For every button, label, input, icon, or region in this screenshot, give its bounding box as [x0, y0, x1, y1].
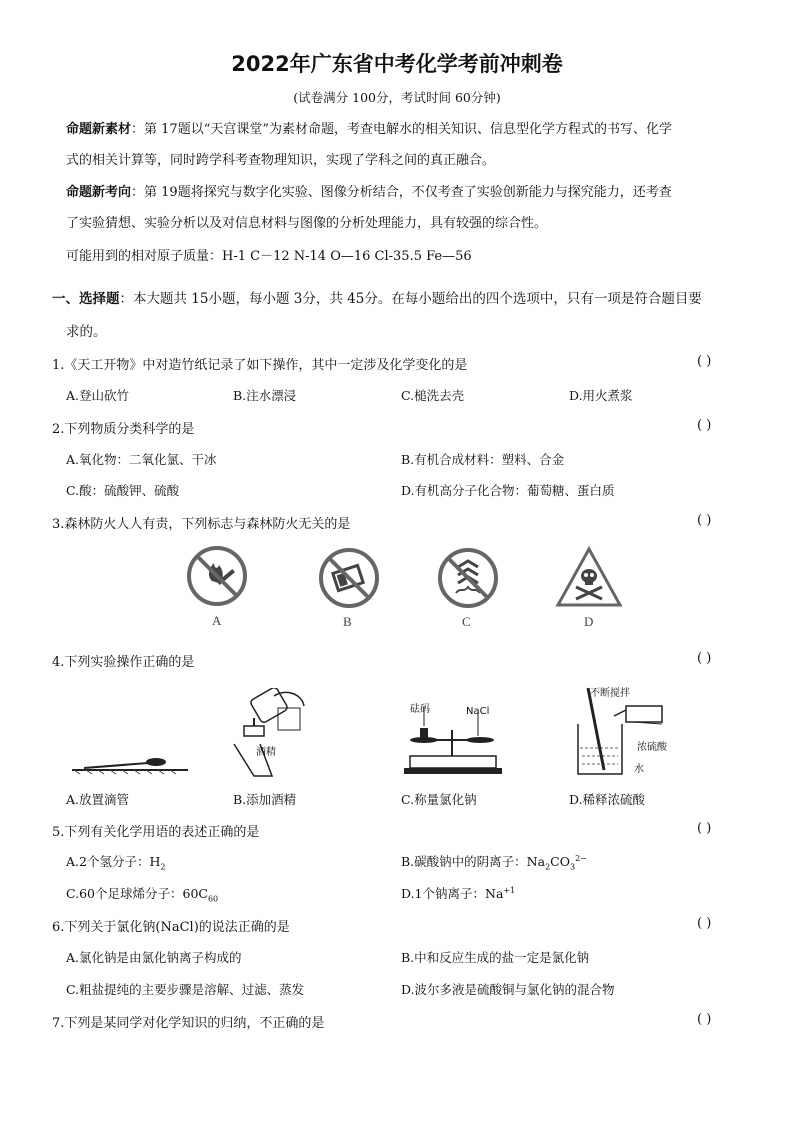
q5-b-text: B.碳酸钠中的阴离子：Na — [401, 854, 546, 869]
section-desc-line2: 求的。 — [66, 324, 107, 340]
q6-option-c: C.粗盐提纯的主要步骤是溶解、过滤、蒸发 — [66, 982, 305, 997]
q5-option-d — [401, 884, 515, 902]
page-title: 2022年广东省中考化学考前冲刺卷 — [231, 52, 563, 76]
section-desc: ：本大题共 15小题，每小题 3分，共 45分。在每小题给出的四个选项中，只有一项是符合题目要 — [119, 291, 702, 307]
q5-b-mid: CO — [550, 854, 570, 869]
exam-info: (试卷满分 100分，考试时间 60分钟) — [293, 90, 501, 105]
q5-b-sub1: 2 — [545, 862, 551, 872]
question-4: 4.下列实验操作正确的是 — [52, 655, 195, 670]
label-acid: 浓硫酸 — [637, 742, 667, 753]
q5-option-c — [66, 884, 218, 904]
answer-paren-4[interactable]: ( ) — [697, 651, 712, 666]
direction-note-line1 — [66, 185, 672, 201]
question-6: 6.下列关于氯化钠(NaCl)的说法正确的是 — [52, 920, 290, 935]
direction-label: 命题新考向 — [66, 185, 132, 200]
q6-option-b: B.中和反应生成的盐一定是氯化钠 — [401, 950, 590, 965]
label-nacl: NaCl — [466, 706, 490, 717]
label-water: 水 — [634, 764, 644, 775]
q5-b-sub2: 3 — [569, 862, 576, 872]
q5-d-text: D.1个钠离子：Na — [401, 886, 504, 901]
section-heading — [52, 287, 702, 307]
label-alcohol: 酒精 — [256, 747, 276, 758]
direction-note-line2: 了实验猜想、实验分析以及对信息材料与图像的分析处理能力，具有较强的综合性。 — [66, 216, 548, 231]
section-title: 一、选择题 — [52, 291, 120, 307]
question-5: 5.下列有关化学用语的表述正确的是 — [52, 825, 260, 840]
answer-paren-6[interactable]: ( ) — [697, 916, 712, 931]
q5-b-sup: 2− — [575, 853, 587, 863]
material-note-line2: 式的相关计算等，同时跨学科考查物理知识，实现了学科之间的真正融合。 — [66, 153, 496, 168]
atomic-mass-line: 可能用到的相对原子质量：H-1 C－12 N-14 O—16 Cl-35.5 Fe—56 — [66, 249, 472, 264]
q4-option-c: C.称量氯化钠 — [401, 792, 477, 807]
question-7: 7.下列是某同学对化学知识的归纳，不正确的是 — [52, 1016, 325, 1031]
q2-option-a: A.氧化物：二氧化氯、干冰 — [66, 452, 217, 467]
question-2: 2.下列物质分类科学的是 — [52, 422, 195, 437]
alcohol-lamp-illustration — [226, 688, 316, 780]
q4-option-d: D.稀释浓硫酸 — [569, 792, 646, 807]
sign-label-a: A — [212, 613, 222, 628]
q5-d-sup: +1 — [503, 885, 516, 895]
q5-a-text: A.2个氢分子：H — [66, 854, 161, 869]
q5-option-b — [401, 852, 587, 872]
q2-option-c: C.酸：硫酸钾、硫酸 — [66, 483, 180, 498]
question-3: 3.森林防火人人有责，下列标志与森林防火无关的是 — [52, 517, 351, 532]
answer-paren-3[interactable]: ( ) — [697, 513, 712, 528]
q5-c-sub: 60 — [207, 894, 219, 904]
toxic-skull-icon — [554, 545, 624, 609]
question-1: 1.《天工开物》中对造竹纸记录了如下操作，其中一定涉及化学变化的是 — [52, 358, 468, 373]
sign-label-c: C — [462, 614, 471, 629]
answer-paren-5[interactable]: ( ) — [697, 821, 712, 836]
material-text: ：第 17题以“天宫课堂”为素材命题，考查电解水的相关知识、信息型化学方程式的书写、化学 — [131, 122, 672, 137]
material-label: 命题新素材 — [66, 122, 132, 137]
q2-option-d: D.有机高分子化合物：葡萄糖、蛋白质 — [401, 483, 615, 498]
answer-paren-1[interactable]: ( ) — [697, 354, 712, 369]
q1-option-b: B.注水漂浸 — [233, 388, 297, 403]
no-fire-icon — [186, 545, 248, 609]
q6-option-a: A.氯化钠是由氯化钠离子构成的 — [66, 950, 242, 965]
dilution-illustration — [572, 686, 682, 778]
q5-a-sub: 2 — [160, 862, 166, 872]
q1-option-a: A.登山砍竹 — [66, 388, 130, 403]
no-matches-icon — [318, 547, 380, 611]
q6-option-d: D.波尔多液是硫酸铜与氯化钠的混合物 — [401, 982, 615, 997]
direction-text: ：第 19题将探究与数字化实验、图像分析结合，不仅考查了实验创新能力与探究能力，还考查 — [131, 185, 672, 200]
q1-option-c: C.槌洗去壳 — [401, 388, 465, 403]
q4-option-b: B.添加酒精 — [233, 792, 297, 807]
label-weight: 砝码 — [410, 704, 430, 715]
q2-option-b: B.有机合成材料：塑料、合金 — [401, 452, 565, 467]
label-stir: 不断搅拌 — [590, 688, 630, 699]
dropper-illustration — [70, 750, 190, 776]
q4-option-a: A.放置滴管 — [66, 792, 130, 807]
sign-label-b: B — [343, 614, 352, 629]
no-burning-icon — [436, 547, 500, 611]
q1-option-d: D.用火煮浆 — [569, 388, 633, 403]
material-note-line1 — [66, 122, 672, 138]
answer-paren-2[interactable]: ( ) — [697, 418, 712, 433]
q5-option-a — [66, 852, 165, 872]
sign-label-d: D — [584, 614, 594, 629]
answer-paren-7[interactable]: ( ) — [697, 1012, 712, 1027]
q5-c-text: C.60个足球烯分子：60C — [66, 886, 208, 901]
